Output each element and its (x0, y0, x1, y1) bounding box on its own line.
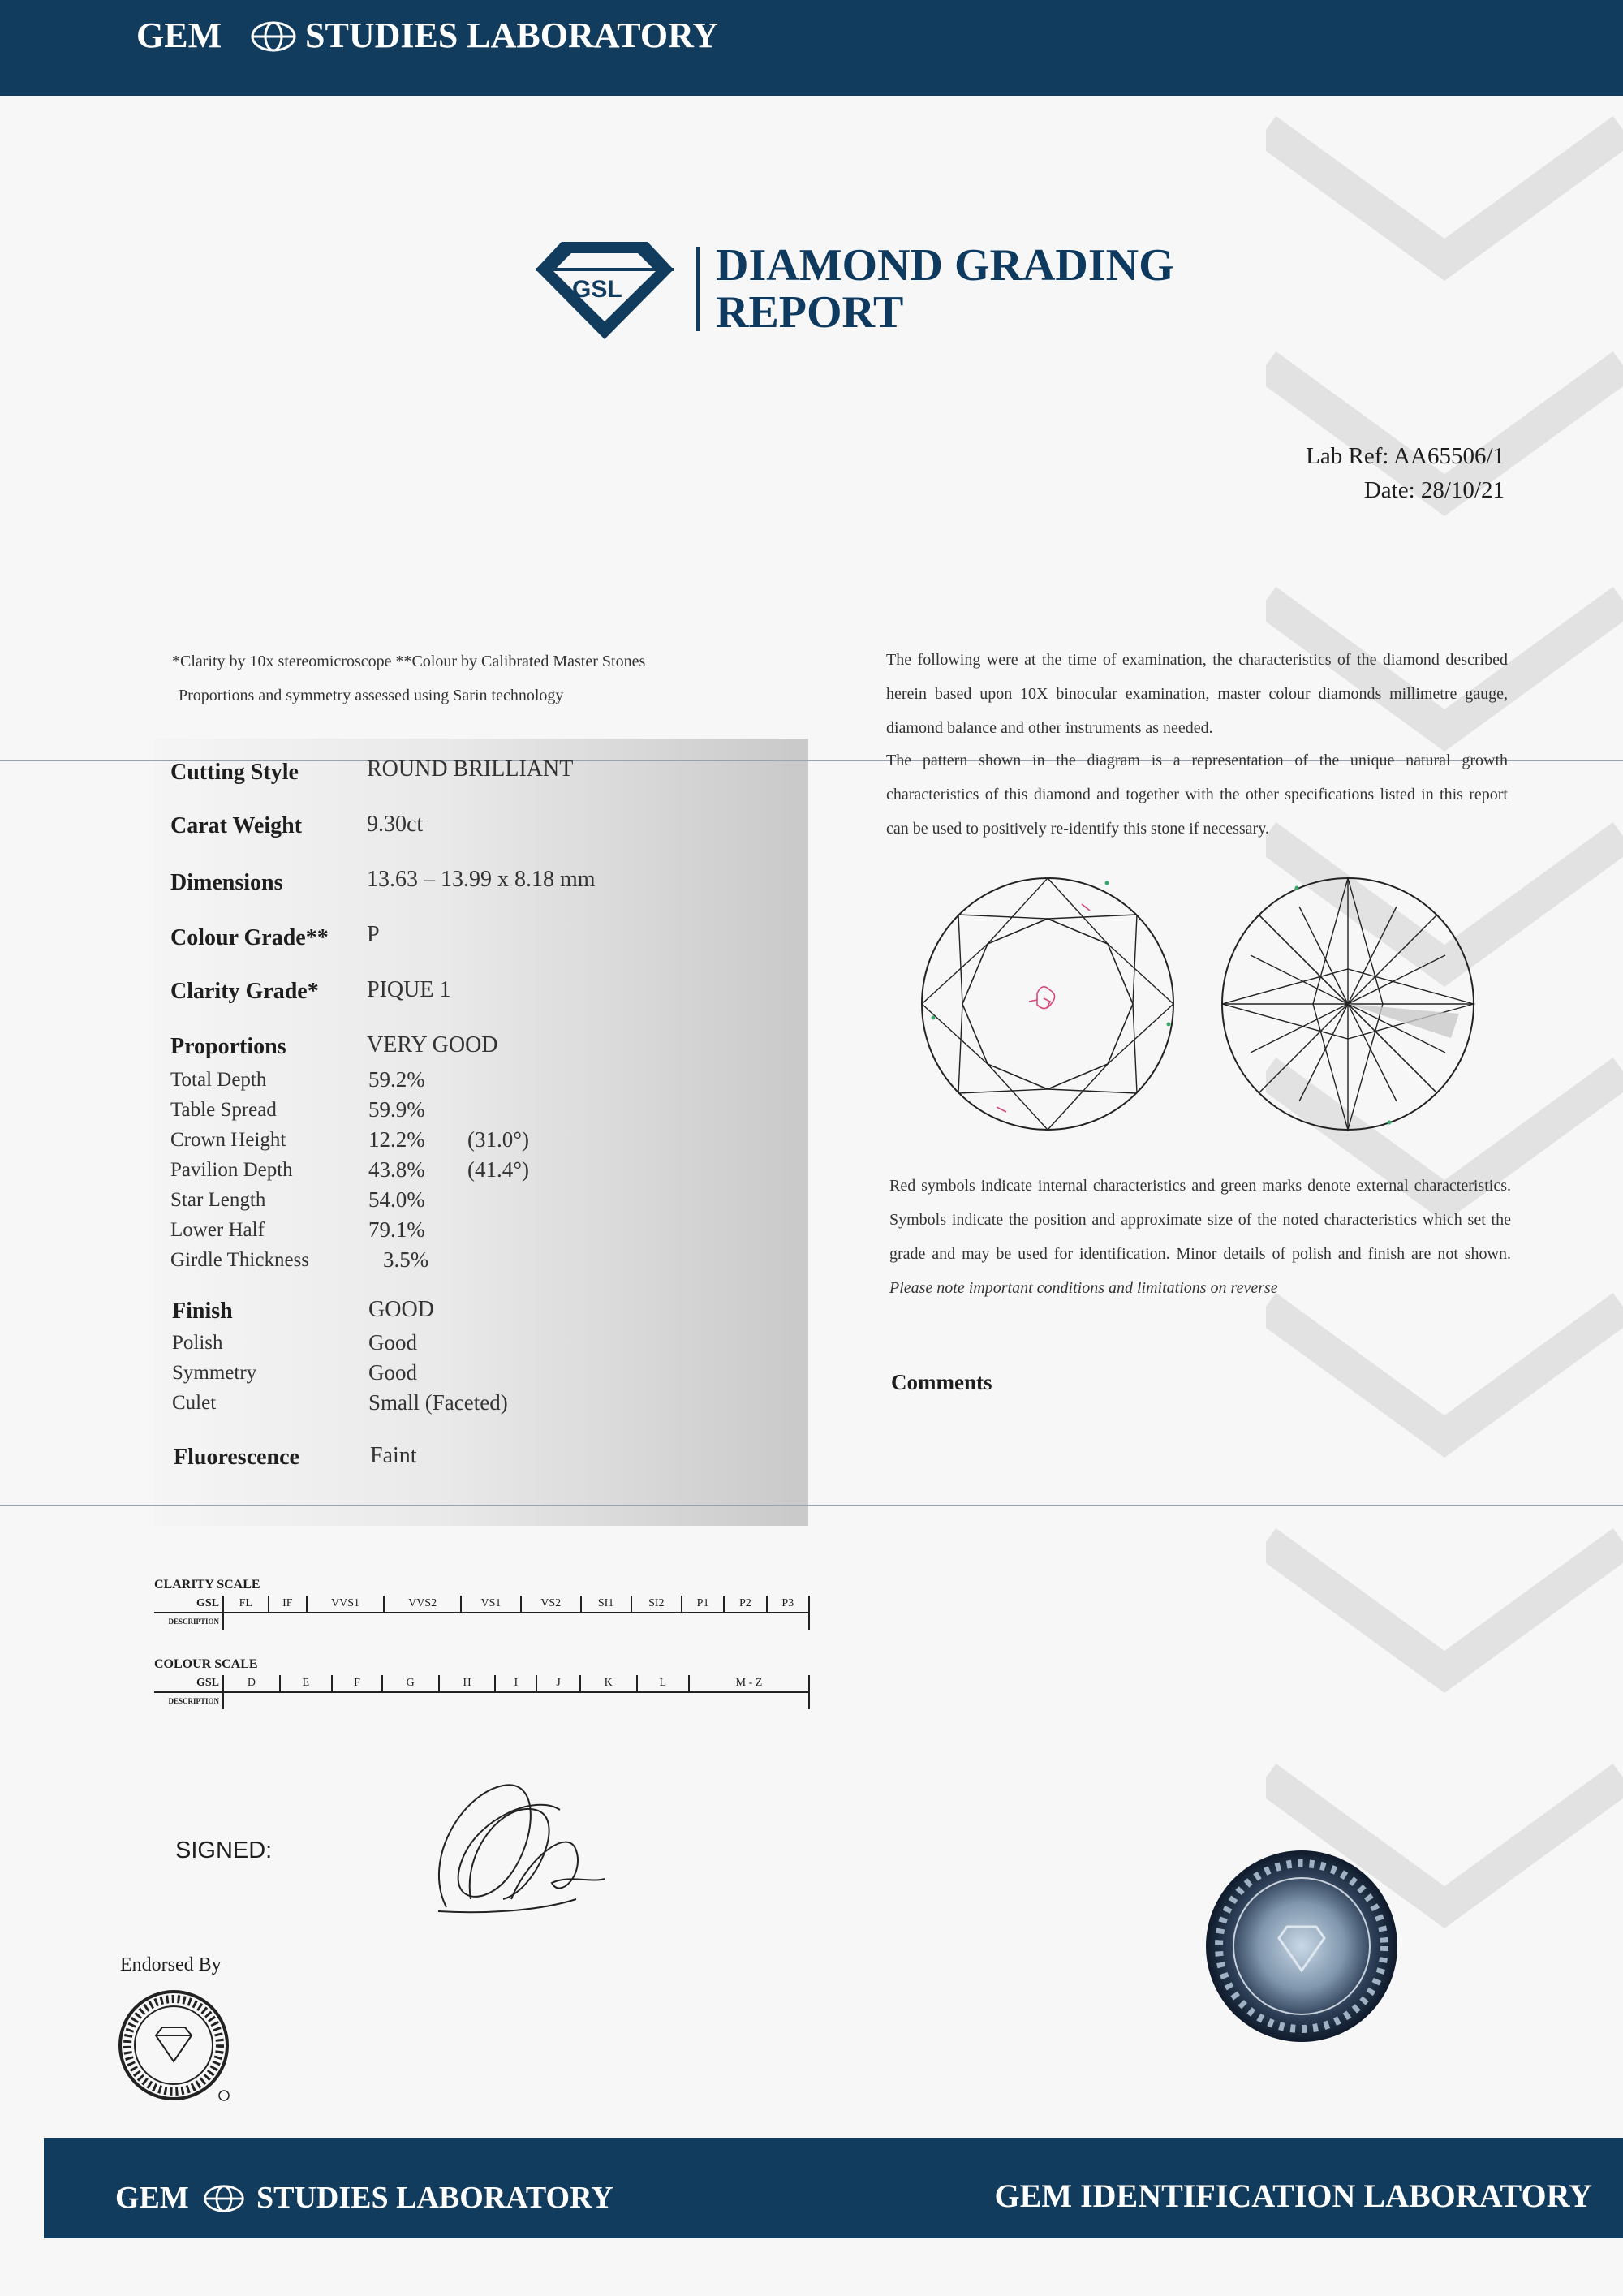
crown-height-angle: (31.0°) (467, 1127, 530, 1152)
signed-label: SIGNED: (175, 1837, 273, 1863)
crown-height-value: 12.2% (368, 1127, 425, 1152)
clarity-grade-cell: SI1 (581, 1596, 631, 1613)
carat-weight-value: 9.30ct (367, 812, 424, 837)
clarity-grade-cell: IF (269, 1596, 307, 1613)
clarity-grade-cell: VS2 (521, 1596, 581, 1613)
header-brand-gem: GEM (136, 15, 222, 55)
proportions-value: VERY GOOD (367, 1032, 498, 1058)
clarity-description-row (223, 1613, 809, 1630)
colour-grade-cell: G (382, 1675, 439, 1692)
total-depth-label: Total Depth (170, 1069, 267, 1091)
description-paragraph-3-text: Red symbols indicate internal characteristics and green marks denote external characteristics. Symbols indicate the position and approximate size of the noted characteristics which set the grade and may be used for identification. Minor details of polish and finish are not shown. (889, 1177, 1511, 1263)
fluorescence-label: Fluorescence (174, 1445, 299, 1470)
clarity-scale-description-label: DESCRIPTION (168, 1618, 219, 1626)
description-paragraph-1: The following were at the time of examination, the characteristics of the diamond described herein based upon 10X binocular examination, master colour diamonds millimetre gauge, diamond balance and other instruments as needed. (886, 651, 1508, 737)
clarity-scale-table (154, 1596, 810, 1630)
culet-label: Culet (172, 1392, 217, 1414)
symmetry-label: Symmetry (172, 1362, 257, 1384)
globe-icon (203, 2183, 245, 2214)
clarity-grade-cell: P3 (767, 1596, 809, 1613)
clarity-grade-label: Clarity Grade* (170, 979, 319, 1004)
finish-value: GOOD (368, 1297, 434, 1322)
logo-mark: GSL (572, 276, 622, 303)
report-title-line1: DIAMOND GRADING (716, 240, 1174, 291)
clarity-grade-cell: FL (223, 1596, 269, 1613)
lower-half-value: 79.1% (368, 1217, 425, 1242)
report-title-line2: REPORT (716, 287, 904, 338)
colour-description-row (223, 1692, 809, 1709)
cutting-style-value: ROUND BRILLIANT (367, 756, 574, 782)
footer-gem-identification: GEM IDENTIFICATION LABORATORY (994, 2178, 1592, 2214)
endorsed-label: Endorsed By (120, 1954, 222, 1975)
cutting-style-label: Cutting Style (170, 760, 299, 785)
diamond-pavilion-diagram (1216, 872, 1480, 1136)
note-line-1: *Clarity by 10x stereomicroscope **Colour by Calibrated Master Stones (172, 653, 646, 670)
clarity-scale-gsl-label: GSL (196, 1597, 219, 1609)
proportions-label: Proportions (170, 1034, 286, 1059)
clarity-grade-cell: P2 (724, 1596, 766, 1613)
clarity-scale-title: CLARITY SCALE (154, 1578, 260, 1592)
colour-grade-cell: I (495, 1675, 536, 1692)
proportions-table (170, 1065, 529, 1275)
star-length-label: Star Length (170, 1189, 266, 1211)
description-paragraph-3 (889, 1169, 1511, 1305)
colour-grade-cell: E (280, 1675, 332, 1692)
lower-half-label: Lower Half (170, 1219, 265, 1241)
polish-value: Good (368, 1330, 417, 1355)
colour-scale-gsl-label: GSL (196, 1677, 219, 1689)
table-spread-label: Table Spread (170, 1099, 277, 1121)
footer-brand-gem: GEM (115, 2181, 189, 2215)
girdle-thickness-label: Girdle Thickness (170, 1249, 310, 1271)
colour-grade-cell: D (223, 1675, 280, 1692)
description-paragraph-2: The pattern shown in the diagram is a representation of the unique natural growth characteristics of this diamond and together with the other specifications listed in this report can be used to positively re-identify this stone if necessary. (886, 752, 1508, 838)
report-date: Date: 28/10/21 (1363, 477, 1505, 503)
header-brand-studies: STUDIES LABORATORY (305, 15, 719, 55)
star-length-value: 54.0% (368, 1187, 425, 1212)
comments-label: Comments (891, 1370, 992, 1394)
girdle-thickness-value: 3.5% (383, 1247, 429, 1272)
pavilion-depth-label: Pavilion Depth (170, 1159, 293, 1181)
logo-divider (696, 247, 700, 331)
clarity-grade-cell: VVS1 (307, 1596, 384, 1613)
fluorescence-value: Faint (370, 1443, 417, 1468)
dimensions-value: 13.63 – 13.99 x 8.18 mm (367, 867, 596, 892)
finish-label: Finish (172, 1299, 233, 1324)
colour-scale-description-label: DESCRIPTION (168, 1697, 219, 1705)
colour-grade-cell: H (439, 1675, 496, 1692)
total-depth-value: 59.2% (368, 1067, 425, 1092)
colour-grade-cell: F (332, 1675, 382, 1692)
gemmological-association-seal (115, 1987, 237, 2109)
note-line-2: Proportions and symmetry assessed using Sarin technology (179, 687, 564, 704)
colour-scale-title: COLOUR SCALE (154, 1657, 258, 1671)
colour-grade-cell: M - Z (689, 1675, 809, 1692)
colour-grade-cell: J (536, 1675, 580, 1692)
footer-brand-studies: STUDIES LABORATORY (256, 2181, 613, 2215)
pavilion-depth-value: 43.8% (368, 1157, 425, 1182)
panel-divider-bottom (0, 1505, 1623, 1506)
colour-scale-table (154, 1675, 810, 1709)
symmetry-value: Good (368, 1360, 417, 1385)
colour-grade-cell: L (637, 1675, 689, 1692)
colour-grade-label: Colour Grade** (170, 925, 329, 950)
clarity-grade-cell: VS1 (461, 1596, 521, 1613)
polish-label: Polish (172, 1332, 223, 1354)
diamond-crown-diagram (915, 872, 1180, 1136)
description-reverse-note: Please note important conditions and limitations on reverse (889, 1279, 1278, 1297)
clarity-grade-cell: SI2 (631, 1596, 682, 1613)
header-band (0, 0, 1623, 96)
footer-band (44, 2138, 1623, 2238)
hologram-seal (1204, 1849, 1399, 2044)
clarity-grade-cell: P1 (682, 1596, 724, 1613)
culet-value: Small (Faceted) (368, 1390, 508, 1415)
globe-icon (250, 19, 297, 54)
signature (414, 1761, 617, 1923)
lab-ref: Lab Ref: AA65506/1 (1306, 443, 1505, 469)
crown-height-label: Crown Height (170, 1129, 286, 1151)
carat-weight-label: Carat Weight (170, 813, 303, 838)
table-spread-value: 59.9% (368, 1097, 425, 1122)
clarity-grade-cell: VVS2 (384, 1596, 461, 1613)
dimensions-label: Dimensions (170, 870, 283, 895)
finish-table (172, 1328, 508, 1418)
colour-grade-value: P (367, 922, 380, 947)
clarity-grade-value: PIQUE 1 (367, 977, 451, 1002)
pavilion-depth-angle: (41.4°) (467, 1157, 530, 1182)
colour-grade-cell: K (580, 1675, 637, 1692)
